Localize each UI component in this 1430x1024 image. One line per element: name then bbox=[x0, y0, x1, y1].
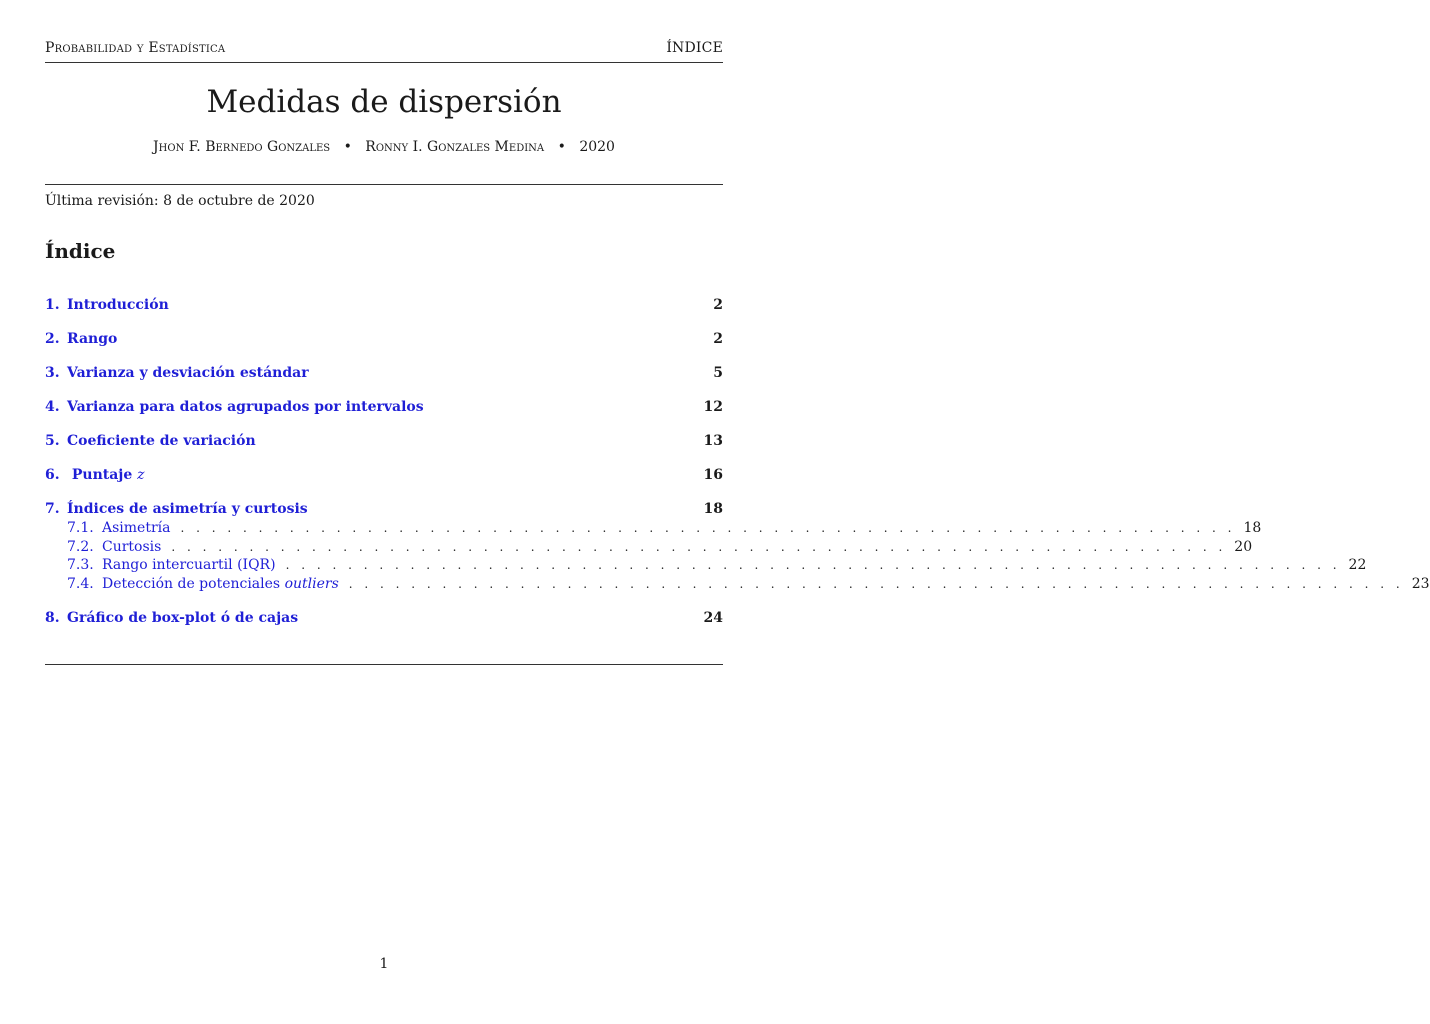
toc-link[interactable]: Rango intercuartil (IQR) bbox=[102, 557, 276, 573]
toc-number: 7.2. bbox=[67, 539, 94, 555]
toc-page: 13 bbox=[703, 433, 723, 449]
bullet-separator: • bbox=[557, 139, 566, 155]
header-right: ÍNDICE bbox=[666, 40, 723, 56]
toc-page: 22 bbox=[1348, 557, 1367, 573]
toc-number: 1. bbox=[45, 297, 60, 313]
toc-number: 5. bbox=[45, 433, 60, 449]
toc-number: 6. bbox=[45, 467, 60, 483]
toc-page: 18 bbox=[703, 501, 723, 517]
toc-section-1[interactable] bbox=[45, 297, 723, 315]
author-2: Ronny I. Gonzales Medina bbox=[365, 139, 545, 155]
toc-link[interactable]: Índices de asimetría y curtosis bbox=[67, 501, 308, 517]
toc-heading: Índice bbox=[45, 239, 116, 263]
toc-link[interactable]: Gráfico de box-plot ó de cajas bbox=[67, 610, 299, 626]
leader-dots: . . . . . . . . . . . . . . . . . . . . . . . . . . . . . . . . . . . . . . . . . . . . . . . . . . . . . . . . . . . . . . . . . . . . bbox=[348, 577, 1404, 591]
toc-link[interactable]: Introducción bbox=[67, 297, 169, 313]
running-header bbox=[45, 40, 723, 56]
leader-dots: . . . . . . . . . . . . . . . . . . . . . . . . . . . . . . . . . . . . . . . . . . . . . . . . . . . . . . . . . . . . . . . . . . . . bbox=[171, 540, 1227, 554]
toc-page: 2 bbox=[713, 331, 723, 347]
bottom-rule bbox=[45, 664, 723, 665]
toc-section-8[interactable] bbox=[45, 610, 723, 628]
toc-link-text: Puntaje bbox=[71, 467, 133, 483]
toc-link[interactable]: Rango bbox=[67, 331, 118, 347]
toc-number: 7.3. bbox=[67, 557, 94, 573]
toc-section-3[interactable] bbox=[45, 365, 723, 383]
toc-link-italic: outliers bbox=[284, 576, 339, 592]
toc-number: 4. bbox=[45, 399, 60, 415]
leader-dots: . . . . . . . . . . . . . . . . . . . . . . . . . . . . . . . . . . . . . . . . . . . . . . . . . . . . . . . . . . . . . . . . . . . . bbox=[180, 521, 1236, 535]
toc-page: 24 bbox=[703, 610, 723, 626]
bullet-separator: • bbox=[343, 139, 352, 155]
toc-section-6[interactable] bbox=[45, 467, 723, 485]
toc-subsection-7-1[interactable] bbox=[67, 520, 1262, 537]
toc-page: 2 bbox=[713, 297, 723, 313]
page-number: 1 bbox=[379, 956, 389, 972]
authors-line bbox=[45, 139, 723, 155]
toc-number: 7. bbox=[45, 501, 60, 517]
math-variable-z: z bbox=[137, 467, 145, 483]
toc-page: 16 bbox=[703, 467, 723, 483]
year: 2020 bbox=[579, 139, 615, 155]
author-1: Jhon F. Bernedo Gonzales bbox=[153, 139, 331, 155]
toc-link[interactable]: Curtosis bbox=[102, 539, 162, 555]
toc-link[interactable]: Varianza para datos agrupados por intervalos bbox=[67, 399, 424, 415]
toc-section-2[interactable] bbox=[45, 331, 723, 349]
leader-dots: . . . . . . . . . . . . . . . . . . . . . . . . . . . . . . . . . . . . . . . . . . . . . . . . . . . . . . . . . . . . . . . . . . . . bbox=[285, 558, 1341, 572]
toc-number: 3. bbox=[45, 365, 60, 381]
toc-page: 20 bbox=[1234, 539, 1253, 555]
toc-section-4[interactable] bbox=[45, 399, 723, 417]
header-rule bbox=[45, 62, 723, 63]
toc-section-7[interactable] bbox=[45, 501, 723, 519]
toc-link[interactable]: Asimetría bbox=[102, 520, 171, 536]
document-page bbox=[45, 0, 1430, 1024]
toc-number: 7.4. bbox=[67, 576, 94, 592]
toc-number: 8. bbox=[45, 610, 60, 626]
toc-link[interactable]: Varianza y desviación estándar bbox=[67, 365, 309, 381]
toc-subsection-7-2[interactable] bbox=[67, 539, 1253, 556]
toc-number: 2. bbox=[45, 331, 60, 347]
toc-link-text: Detección de potenciales bbox=[102, 576, 281, 592]
toc-link[interactable] bbox=[67, 467, 145, 483]
toc-page: 5 bbox=[713, 365, 723, 381]
revision-date: Última revisión: 8 de octubre de 2020 bbox=[45, 193, 315, 209]
toc-subsection-7-4[interactable] bbox=[67, 576, 1430, 593]
top-rule bbox=[45, 184, 723, 185]
toc-link[interactable] bbox=[102, 576, 339, 592]
toc-page: 12 bbox=[703, 399, 723, 415]
toc-page: 18 bbox=[1243, 520, 1262, 536]
header-left: Probabilidad y Estadística bbox=[45, 40, 226, 56]
document-title: Medidas de dispersión bbox=[206, 84, 562, 120]
toc-section-5[interactable] bbox=[45, 433, 723, 451]
toc-number: 7.1. bbox=[67, 520, 94, 536]
toc-link[interactable]: Coeficiente de variación bbox=[67, 433, 256, 449]
toc-subsection-7-3[interactable] bbox=[67, 557, 1367, 574]
toc-page: 23 bbox=[1411, 576, 1430, 592]
